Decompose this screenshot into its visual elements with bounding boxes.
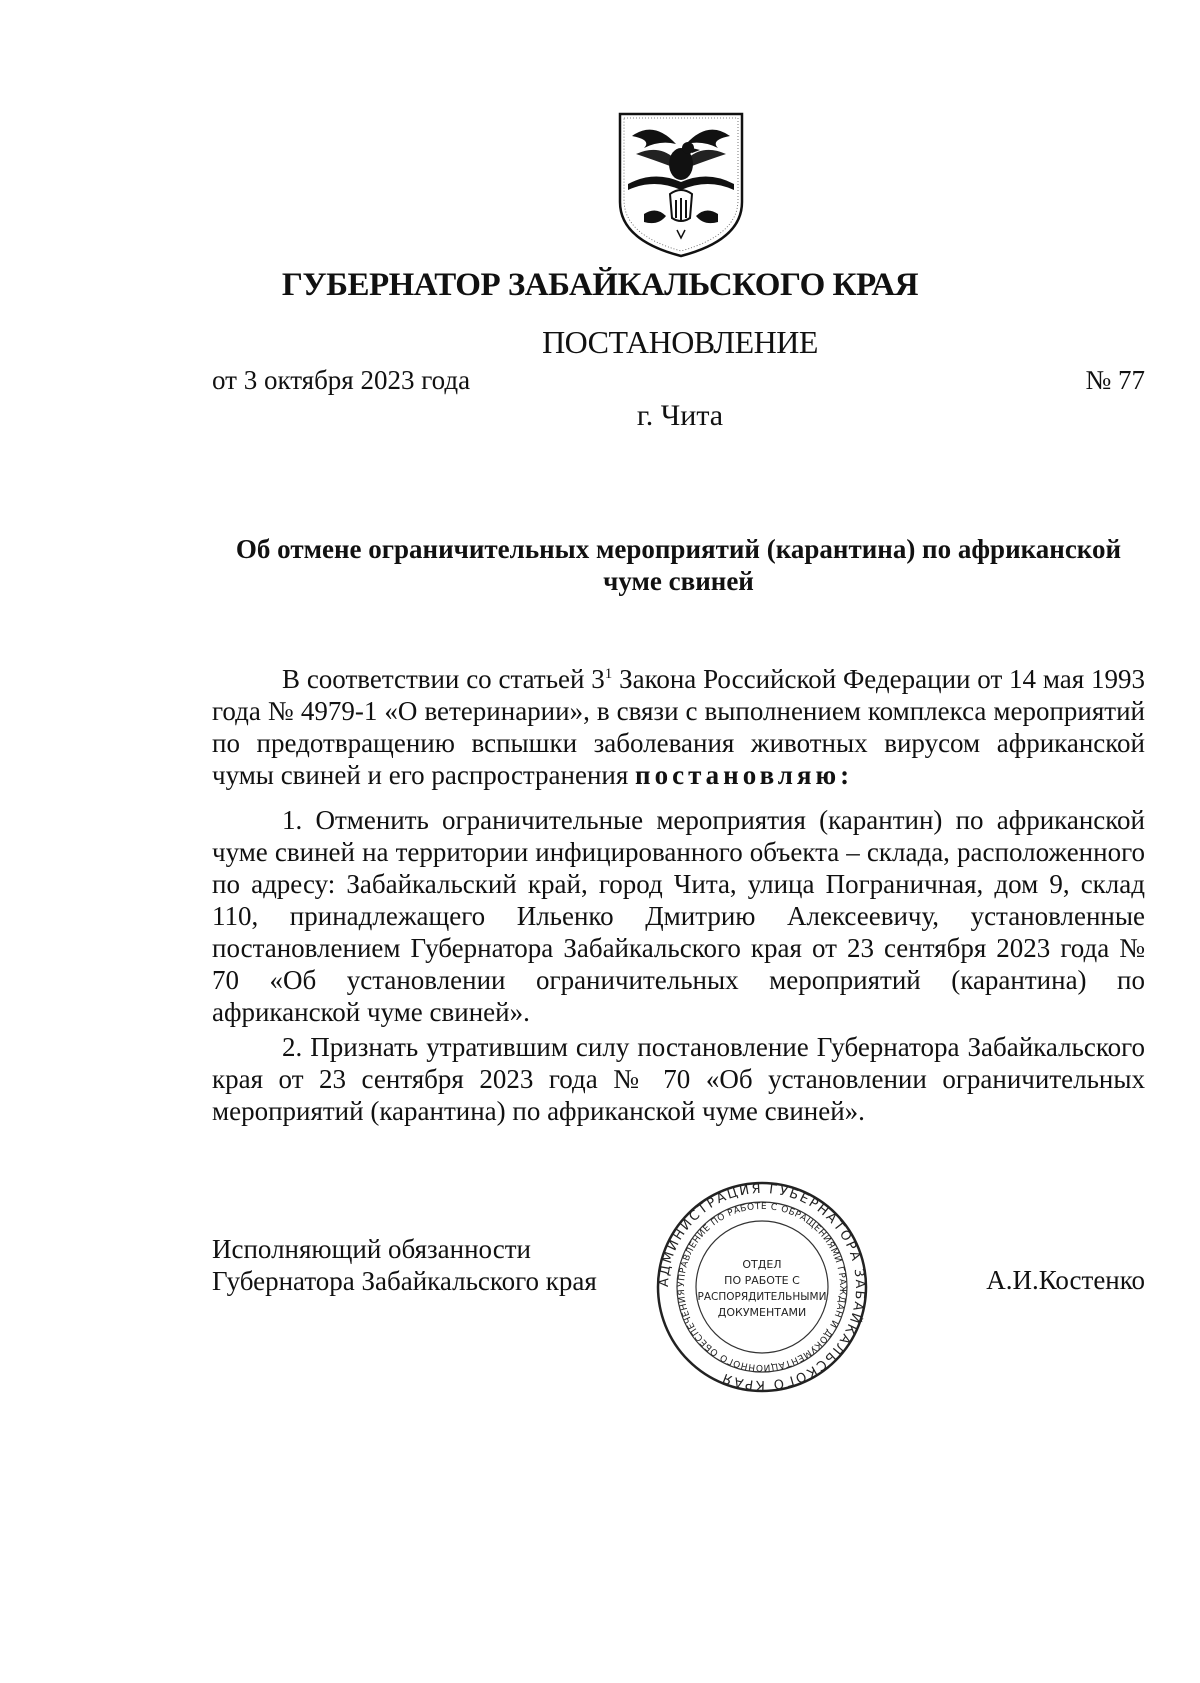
stamp-center-line-1: ОТДЕЛ — [742, 1258, 782, 1271]
document-city: г. Чита — [636, 399, 724, 432]
item-paragraph-1: 1. Отменить ограничительные мероприятия (карантин) по африканской чуме свиней на территории инфицированного объекта – склада, расположенного по адресу: Забайкальский край, город Чита, улица Пограничная, дом 9, склад 110, принадлежащего Ильенко Дмитрию Алексеевичу, установленные постановлением Губернатора Забайкальского края от 23 сентября 2023 года № 70 «Об установлении ограничительных мероприятий (карантина) по африканской чуме свиней». — [212, 805, 1145, 1027]
official-seal-stamp — [655, 1180, 869, 1394]
signatory-role: Исполняющий обязанности Губернатора Забайкальского края — [212, 1234, 597, 1296]
stamp-center-line-3: РАСПОРЯДИТЕЛЬНЫМИ — [697, 1291, 827, 1303]
stamp-center-line-4: ДОКУМЕНТАМИ — [717, 1306, 807, 1319]
stamp-inner-text: УПРАВЛЕНИЕ ПО РАБОТЕ С ОБРАЩЕНИЯМИ ГРАЖДАН И ДОКУМЕНТАЦИОННОГО ОБЕСПЕЧЕНИЯ — [676, 1201, 848, 1373]
preamble-paragraph: В соответствии со статьей $3^1$ Закона Российской Федерации от 14 мая 1993 года № 4979-1 «О ветеринарии», в связи с выполнением комплекса мероприятий по предотвращению вспышки заболевания животных вирусом африканской чумы свиней и его распространения постановляю: — [212, 664, 1145, 790]
signatory-name: А.И.Костенко — [986, 1265, 1145, 1295]
document-title: Об отмене ограничительных мероприятий (карантина) по африканской чуме свиней — [235, 534, 1122, 596]
decree-word: постановляю: — [635, 760, 854, 790]
document-body — [212, 663, 1145, 1127]
stamp-center-line-2: ПО РАБОТЕ С — [724, 1274, 800, 1287]
item-paragraph-2: 2. Признать утратившим силу постановление Губернатора Забайкальского края от 23 сентября 2023 года № 70 «Об установлении ограничительных мероприятий (карантина) по африканской чуме свиней». — [212, 1032, 1145, 1126]
issuer-title: ГУБЕРНАТОР ЗАБАЙКАЛЬСКОГО КРАЯ — [281, 267, 919, 303]
article-superscript: 1 — [604, 666, 613, 682]
document-type: ПОСТАНОВЛЕНИЕ — [542, 324, 818, 360]
stamp-outer-text: АДМИНИСТРАЦИЯ ГУБЕРНАТОРА ЗАБАЙКАЛЬСКОГО КРАЯ — [656, 1181, 868, 1393]
coat-of-arms-eagle-icon — [614, 110, 748, 258]
svg-text:УПРАВЛЕНИЕ ПО РАБОТЕ С ОБРАЩЕН — [677, 1202, 847, 1372]
document-number: № 77 — [1085, 365, 1145, 395]
document-date: от 3 октября 2023 года — [212, 365, 471, 395]
